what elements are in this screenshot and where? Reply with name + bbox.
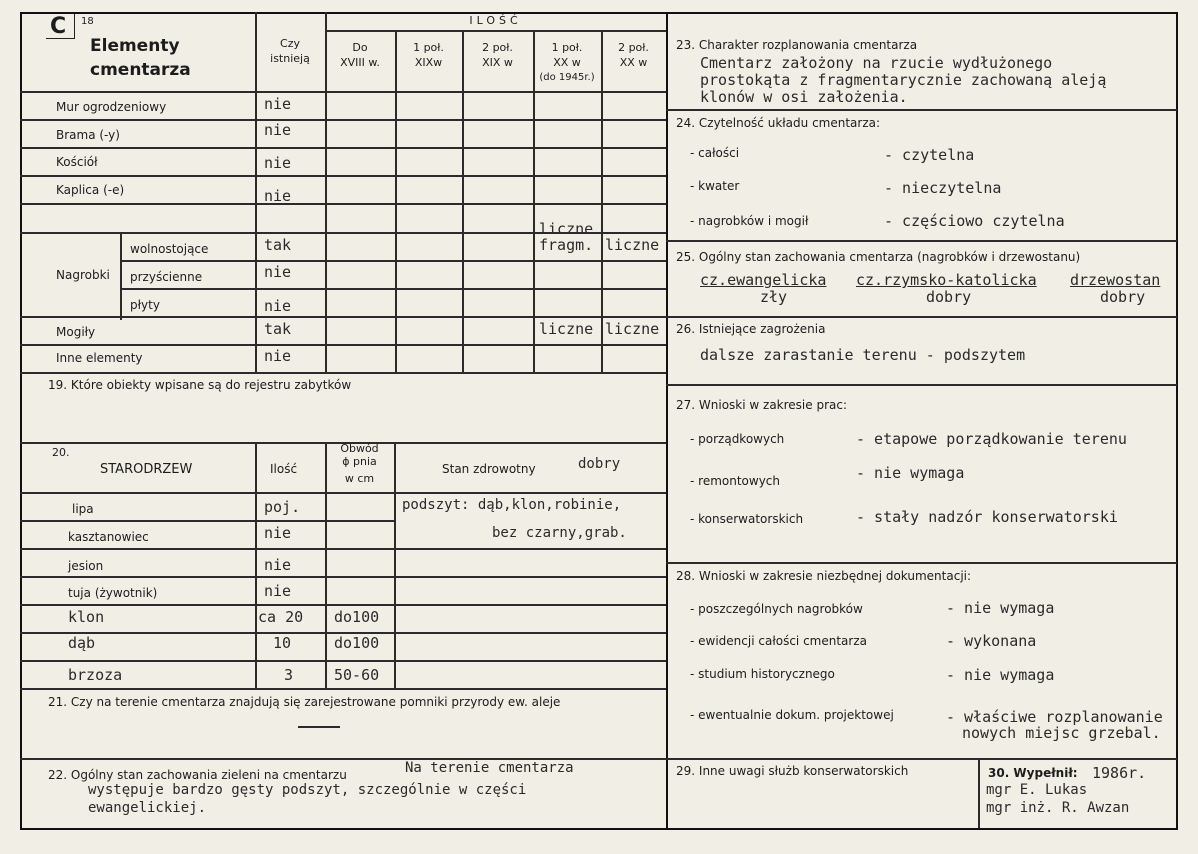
q29-label: 29. Inne uwagi służb konserwatorskich — [676, 764, 909, 778]
q27-item-label: - konserwatorskich — [690, 512, 804, 526]
row-value: nie — [264, 297, 292, 315]
q25-label: 25. Ogólny stan zachowania cmentarza (nagrobków i drzewostanu) — [676, 250, 1081, 264]
q28-item-value: - właściwe rozplanowanie — [946, 708, 1163, 726]
row-value-p1xx: fragm. — [539, 236, 594, 254]
col-ilosc: ILOŚĆ — [469, 14, 522, 27]
q30-year: 1986r. — [1092, 764, 1147, 782]
starodrzew-stan-header: Stan zdrowotny — [442, 462, 536, 476]
q28-item-label: - poszczególnych nagrobków — [690, 602, 863, 616]
q30-label: 30. Wypełnił: — [988, 766, 1078, 780]
row-label: Inne elementy — [56, 351, 143, 365]
q27-item-label: - remontowych — [690, 474, 780, 488]
row-value-p2xx: liczne — [605, 236, 660, 254]
row-value-p1xx: liczne — [539, 320, 594, 338]
q25-part: cz.rzymsko-katolicka — [856, 271, 1037, 289]
q28-item-value: - nie wymaga — [946, 666, 1055, 684]
starodrzew-note: bez czarny,grab. — [492, 525, 627, 541]
tree-ilosc: poj. — [264, 498, 301, 516]
col-czy-istnieja: Czy istnieją — [270, 37, 310, 65]
row-value: nie — [264, 95, 292, 113]
tree-ilosc: nie — [264, 524, 292, 542]
q25-state: dobry — [926, 288, 972, 306]
tree-name: tuja (żywotnik) — [68, 586, 158, 600]
q24-item-label: - nagrobków i mogił — [690, 214, 809, 228]
q28-item-value: nowych miejsc grzebal. — [962, 724, 1161, 742]
card-title-line1: Elementy — [90, 36, 180, 56]
row-label: Kościół — [56, 155, 98, 169]
q19-label: 19. Które obiekty wpisane są do rejestru zabytków — [48, 378, 352, 392]
tree-obwod: do100 — [334, 608, 380, 626]
tree-obwod: do100 — [334, 634, 380, 652]
q22-value: Na terenie cmentarza — [405, 760, 574, 776]
q27-label: 27. Wnioski w zakresie prac: — [676, 398, 848, 412]
col-1pol-xix: 1 poł. XIXw — [413, 41, 444, 69]
row-value: nie — [264, 121, 292, 139]
q26-label: 26. Istniejące zagrożenia — [676, 322, 826, 336]
q25-part: drzewostan — [1070, 271, 1161, 289]
q30-name: mgr E. Lukas — [986, 782, 1088, 798]
row-value: tak — [264, 320, 292, 338]
row-label: przyścienne — [130, 270, 203, 284]
starodrzew-note: podszyt: dąb,klon,robinie, — [402, 497, 622, 513]
card-title-line2: cmentarza — [90, 60, 191, 80]
q22-value: występuje bardzo gęsty podszyt, szczególnie w części — [88, 782, 527, 798]
q30-name: mgr inż. R. Awzan — [986, 800, 1130, 816]
q24-item-label: - całości — [690, 146, 740, 160]
starodrzew-header: STARODRZEW — [100, 462, 193, 477]
q27-item-value: - nie wymaga — [856, 464, 965, 482]
q24-item-value: - czytelna — [884, 146, 975, 164]
q27-item-value: - etapowe porządkowanie terenu — [856, 430, 1127, 448]
row-label: Mur ogrodzeniowy — [56, 100, 167, 114]
q28-item-value: - nie wymaga — [946, 599, 1055, 617]
card-number: 18 — [81, 16, 94, 27]
q25-state: zły — [760, 288, 788, 306]
tree-ilosc: ca 20 — [258, 608, 304, 626]
row-value: nie — [264, 154, 292, 172]
q28-item-label: - ewentualnie dokum. projektowej — [690, 708, 894, 722]
col-2pol-xix: 2 poł. XIX w — [482, 41, 513, 69]
q22-value: ewangelickiej. — [88, 800, 207, 816]
tree-name: klon — [68, 608, 105, 626]
q25-state: dobry — [1100, 288, 1146, 306]
tree-name: jesion — [68, 559, 104, 573]
q28-item-value: - wykonana — [946, 632, 1037, 650]
row-label: płyty — [130, 298, 160, 312]
tree-name: dąb — [68, 634, 96, 652]
q24-label: 24. Czytelność układu cmentarza: — [676, 116, 881, 130]
tree-name: kasztanowiec — [68, 530, 149, 544]
q24-item-value: - częściowo czytelna — [884, 212, 1065, 230]
q27-item-label: - porządkowych — [690, 432, 785, 446]
row-label: Mogiły — [56, 325, 96, 339]
row-label: Kaplica (-e) — [56, 183, 125, 197]
q23-value: klonów w osi założenia. — [700, 88, 908, 106]
tree-name: lipa — [72, 502, 94, 516]
row-value: nie — [264, 347, 292, 365]
row-value-p1xx: liczne — [539, 220, 594, 238]
starodrzew-ilosc-header: Ilość — [270, 462, 298, 476]
col-2pol-xx: 2 poł. XX w — [618, 41, 649, 69]
row-value: nie — [264, 263, 292, 281]
starodrzew-number: 20. — [52, 446, 70, 459]
q23-value: prostokąta z fragmentarycznie zachowaną aleją — [700, 71, 1107, 89]
tree-ilosc: nie — [264, 582, 292, 600]
q24-item-value: - nieczytelna — [884, 179, 1002, 197]
nagrobki-label: Nagrobki — [56, 268, 110, 282]
row-value-p2xx: liczne — [605, 320, 660, 338]
q28-label: 28. Wnioski w zakresie niezbędnej dokumentacji: — [676, 569, 972, 583]
q26-value: dalsze zarastanie terenu - podszytem — [700, 346, 1026, 364]
col-do-xviii: Do XVIII w. — [340, 41, 380, 69]
q28-item-label: - ewidencji całości cmentarza — [690, 634, 867, 648]
q23-value: Cmentarz założony na rzucie wydłużonego — [700, 54, 1053, 72]
tree-ilosc: nie — [264, 556, 292, 574]
tree-obwod: 50-60 — [334, 666, 380, 684]
col-1pol-xx: 1 poł. XX w (do 1945r.) — [539, 41, 595, 83]
q28-item-label: - studium historycznego — [690, 667, 835, 681]
starodrzew-obwod-header: Obwód ϕ pnia w cm — [340, 442, 379, 485]
q22-label: 22. Ogólny stan zachowania zieleni na cmentarzu — [48, 768, 347, 782]
tree-ilosc: 3 — [284, 666, 294, 684]
tree-ilosc: 10 — [273, 634, 292, 652]
card-letter: C — [50, 14, 67, 39]
q23-label: 23. Charakter rozplanowania cmentarza — [676, 38, 918, 52]
tree-name: brzoza — [68, 666, 123, 684]
row-label: wolnostojące — [130, 242, 209, 256]
q25-part: cz.ewangelicka — [700, 271, 827, 289]
row-label: Brama (-y) — [56, 128, 120, 142]
row-value: nie — [264, 187, 292, 205]
row-value: tak — [264, 236, 292, 254]
q27-item-value: - stały nadzór konserwatorski — [856, 508, 1118, 526]
q24-item-label: - kwater — [690, 179, 740, 193]
q21-label: 21. Czy na terenie cmentarza znajdują się zarejestrowane pomniki przyrody ew. aleje — [48, 695, 561, 709]
starodrzew-stan-value: dobry — [578, 456, 621, 472]
